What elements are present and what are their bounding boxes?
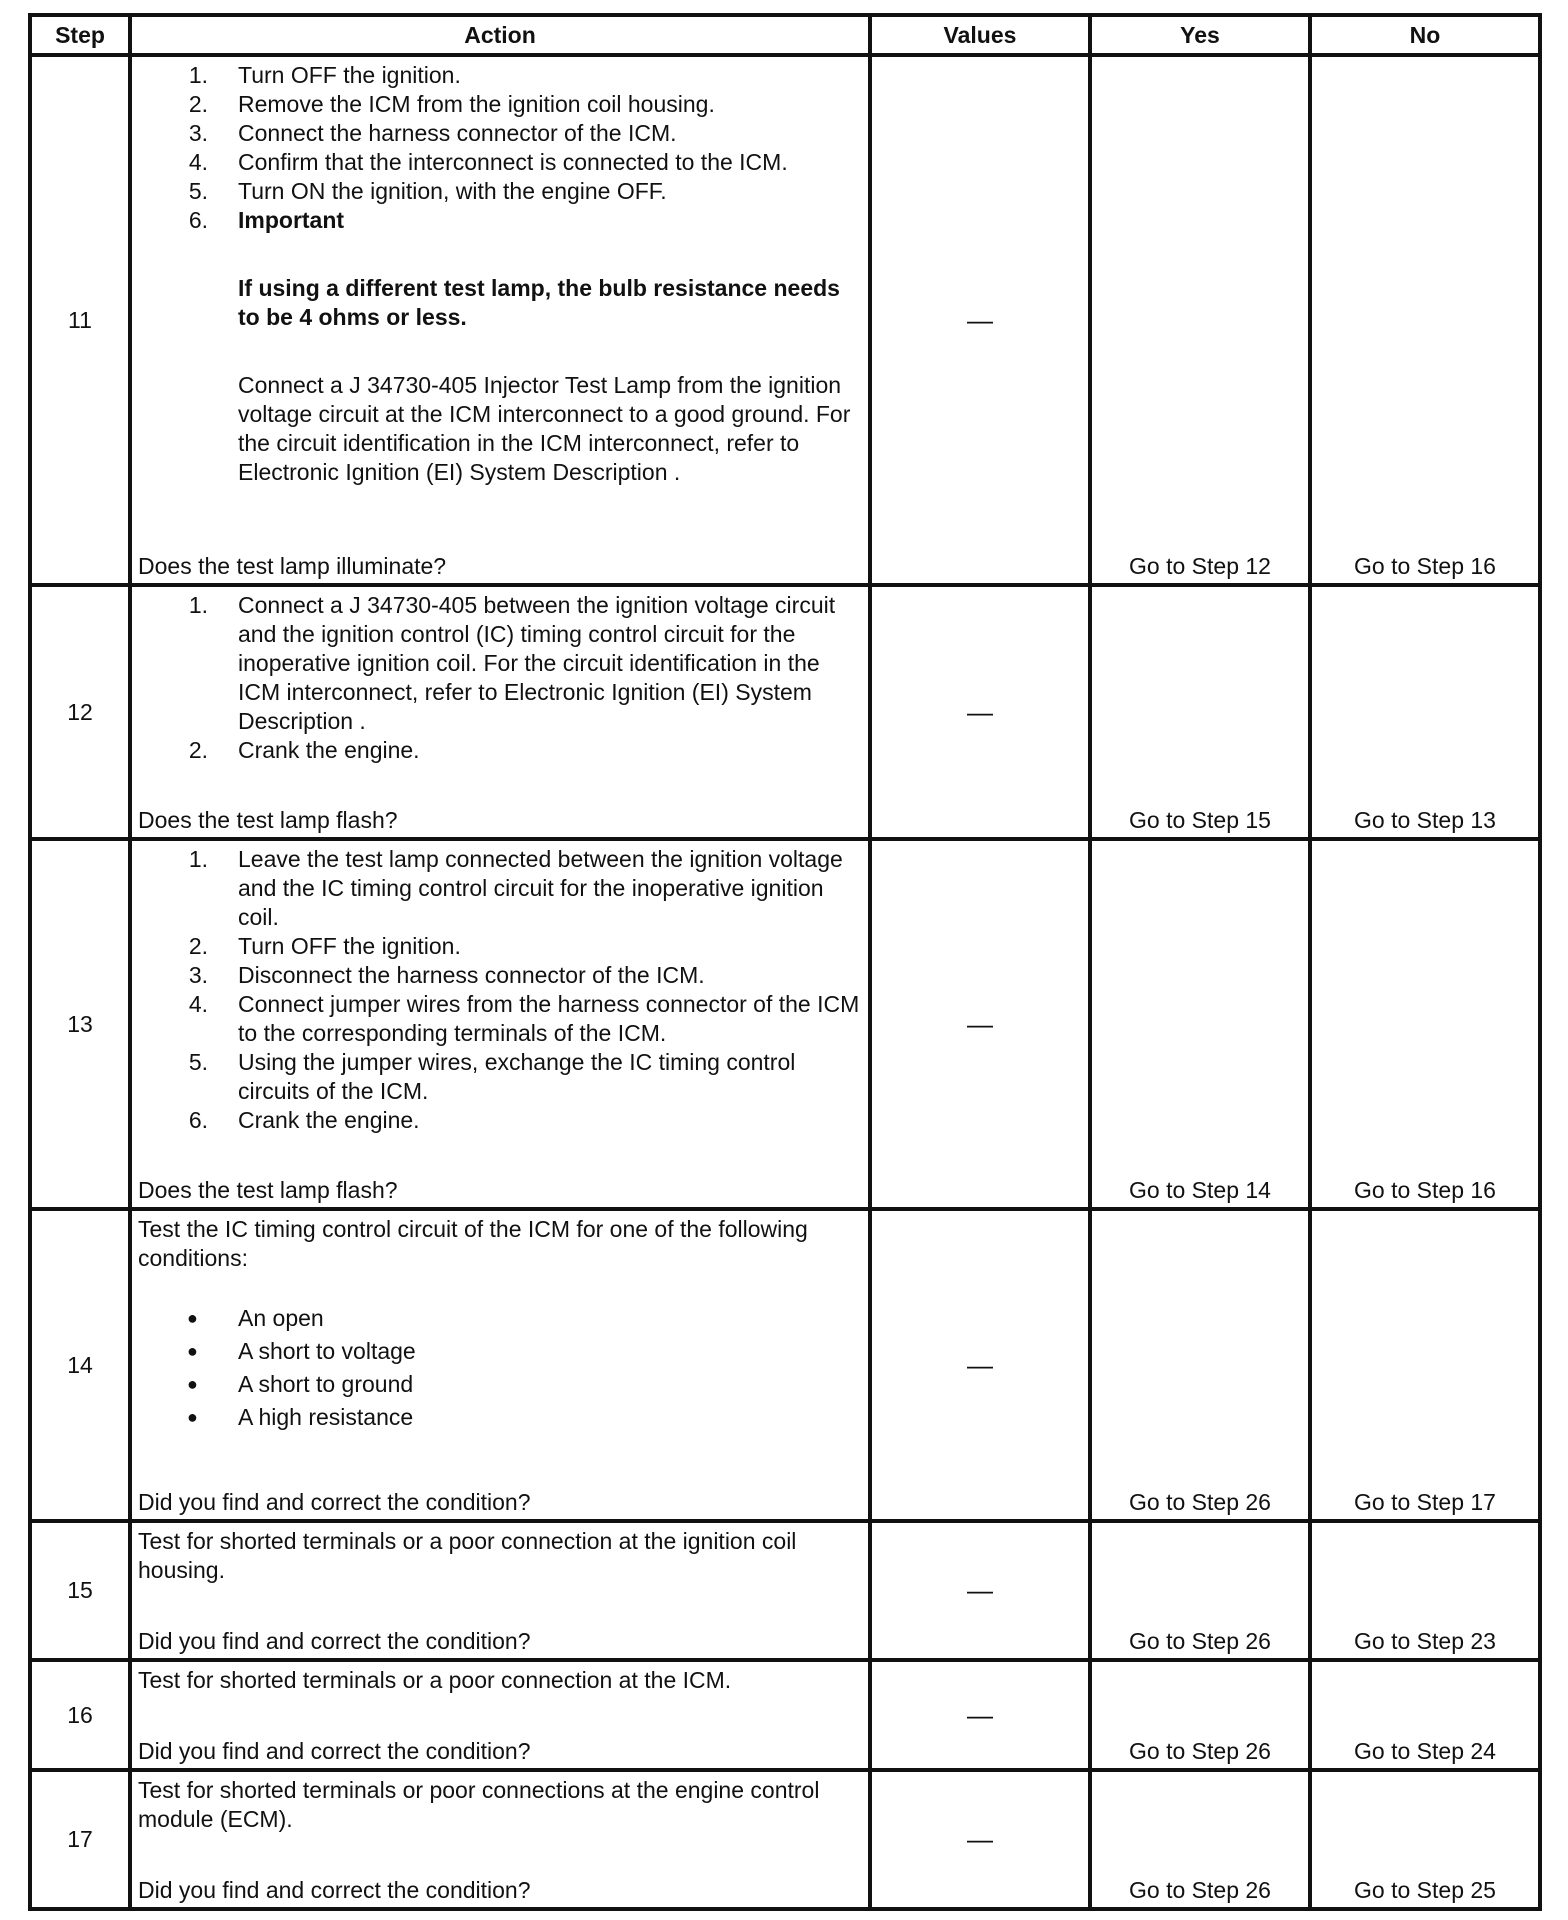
action-cell: [130, 1770, 870, 1909]
list-item: 6. Crank the engine.: [188, 1107, 420, 1133]
step-number: 14: [30, 1209, 130, 1521]
step-detail: Connect a J 34730-405 Injector Test Lamp from the ignition voltage circuit at the ICM interconnect to a good ground. For the circuit identification in the ICM interconnect, refer to Electronic Ignition (EI) System Description .: [238, 372, 851, 485]
list-item: 2. Crank the engine.: [188, 737, 420, 763]
action-cell: [130, 1660, 870, 1770]
header-values: Values: [870, 15, 1090, 55]
values-cell: —: [870, 1521, 1090, 1660]
list-item: ● An open: [138, 1302, 860, 1335]
values-cell: —: [870, 1209, 1090, 1521]
step-number: 16: [30, 1660, 130, 1770]
step-number: 11: [30, 55, 130, 585]
action-cell: [130, 839, 870, 1209]
list-item: ● A short to voltage: [138, 1335, 860, 1368]
diagnostic-table: [28, 13, 1542, 1911]
yes-cell: Go to Step 26: [1090, 1209, 1310, 1521]
table-row: [30, 55, 1540, 585]
question: Does the test lamp flash?: [138, 807, 398, 833]
step-intro: Test the IC timing control circuit of the ICM for one of the following conditions:: [138, 1216, 808, 1271]
action-cell: [130, 55, 870, 585]
values-cell: —: [870, 1660, 1090, 1770]
action-cell: [130, 1521, 870, 1660]
step-intro: Test for shorted terminals or a poor connection at the ICM.: [138, 1667, 732, 1693]
yes-cell: Go to Step 12: [1090, 55, 1310, 585]
table-row: [30, 839, 1540, 1209]
bullet-icon: ●: [187, 1341, 198, 1361]
list-item: 1. Turn OFF the ignition.: [188, 62, 461, 88]
table-row: [30, 1521, 1540, 1660]
no-cell: Go to Step 23: [1310, 1521, 1540, 1660]
action-cell: [130, 585, 870, 839]
header-step: Step: [30, 15, 130, 55]
question: Does the test lamp illuminate?: [138, 553, 447, 579]
header-row: [30, 15, 1540, 55]
values-cell: —: [870, 839, 1090, 1209]
step-number: 13: [30, 839, 130, 1209]
yes-cell: Go to Step 14: [1090, 839, 1310, 1209]
list-item: 3. Connect the harness connector of the ICM.: [188, 120, 677, 146]
bullet-icon: ●: [187, 1374, 198, 1394]
yes-cell: Go to Step 26: [1090, 1521, 1310, 1660]
no-cell: Go to Step 16: [1310, 55, 1540, 585]
list-item: 1. Leave the test lamp connected between the ignition voltage and the IC timing control circuit for the inoperative ignition coil.: [188, 846, 843, 930]
step-number: 17: [30, 1770, 130, 1909]
header-action: Action: [130, 15, 870, 55]
header-yes: Yes: [1090, 15, 1310, 55]
list-item: 4. Connect jumper wires from the harness connector of the ICM to the corresponding terminals of the ICM.: [188, 991, 860, 1046]
action-cell: [130, 1209, 870, 1521]
no-cell: Go to Step 24: [1310, 1660, 1540, 1770]
no-cell: Go to Step 25: [1310, 1770, 1540, 1909]
step-intro: Test for shorted terminals or poor connections at the engine control module (ECM).: [138, 1777, 820, 1832]
list-item: 1. Connect a J 34730-405 between the ignition voltage circuit and the ignition control (IC) timing control circuit for the inoperative ignition coil. For the circuit identification in the ICM interconnect, refer to Electronic Ignition (EI) System Description .: [188, 592, 836, 734]
no-cell: Go to Step 16: [1310, 839, 1540, 1209]
list-item: 3. Disconnect the harness connector of the ICM.: [188, 962, 705, 988]
question: Did you find and correct the condition?: [138, 1877, 531, 1903]
yes-cell: Go to Step 15: [1090, 585, 1310, 839]
no-cell: Go to Step 13: [1310, 585, 1540, 839]
header-no: No: [1310, 15, 1540, 55]
list-item: 2. Remove the ICM from the ignition coil housing.: [188, 91, 715, 117]
list-item: ● A high resistance: [138, 1401, 860, 1434]
action-steps: [138, 845, 860, 1135]
list-item: 4. Confirm that the interconnect is connected to the ICM.: [188, 149, 788, 175]
values-cell: —: [870, 55, 1090, 585]
no-cell: Go to Step 17: [1310, 1209, 1540, 1521]
list-item: ● A short to ground: [138, 1368, 860, 1401]
list-item: 5. Turn ON the ignition, with the engine OFF.: [188, 178, 667, 204]
bullet-icon: ●: [187, 1407, 198, 1427]
values-cell: —: [870, 585, 1090, 839]
question: Did you find and correct the condition?: [138, 1738, 531, 1764]
table-row: [30, 585, 1540, 839]
table-row: [30, 1209, 1540, 1521]
values-cell: —: [870, 1770, 1090, 1909]
table-row: [30, 1660, 1540, 1770]
list-item: 2. Turn OFF the ignition.: [188, 933, 461, 959]
question: Did you find and correct the condition?: [138, 1628, 531, 1654]
step-number: 15: [30, 1521, 130, 1660]
table-row: [30, 1770, 1540, 1909]
yes-cell: Go to Step 26: [1090, 1770, 1310, 1909]
question: Does the test lamp flash?: [138, 1177, 398, 1203]
question: Did you find and correct the condition?: [138, 1489, 531, 1515]
action-steps: [138, 61, 860, 235]
bullet-icon: ●: [187, 1308, 198, 1328]
important-note: If using a different test lamp, the bulb resistance needs to be 4 ohms or less.: [238, 275, 840, 330]
step-intro: Test for shorted terminals or a poor connection at the ignition coil housing.: [138, 1528, 797, 1583]
condition-list: [138, 1302, 860, 1434]
list-item: 5. Using the jumper wires, exchange the IC timing control circuits of the ICM.: [188, 1049, 796, 1104]
action-steps: [138, 591, 860, 765]
step-number: 12: [30, 585, 130, 839]
list-item: 6. Important: [138, 206, 860, 235]
important-label: Important: [238, 207, 345, 233]
yes-cell: Go to Step 26: [1090, 1660, 1310, 1770]
